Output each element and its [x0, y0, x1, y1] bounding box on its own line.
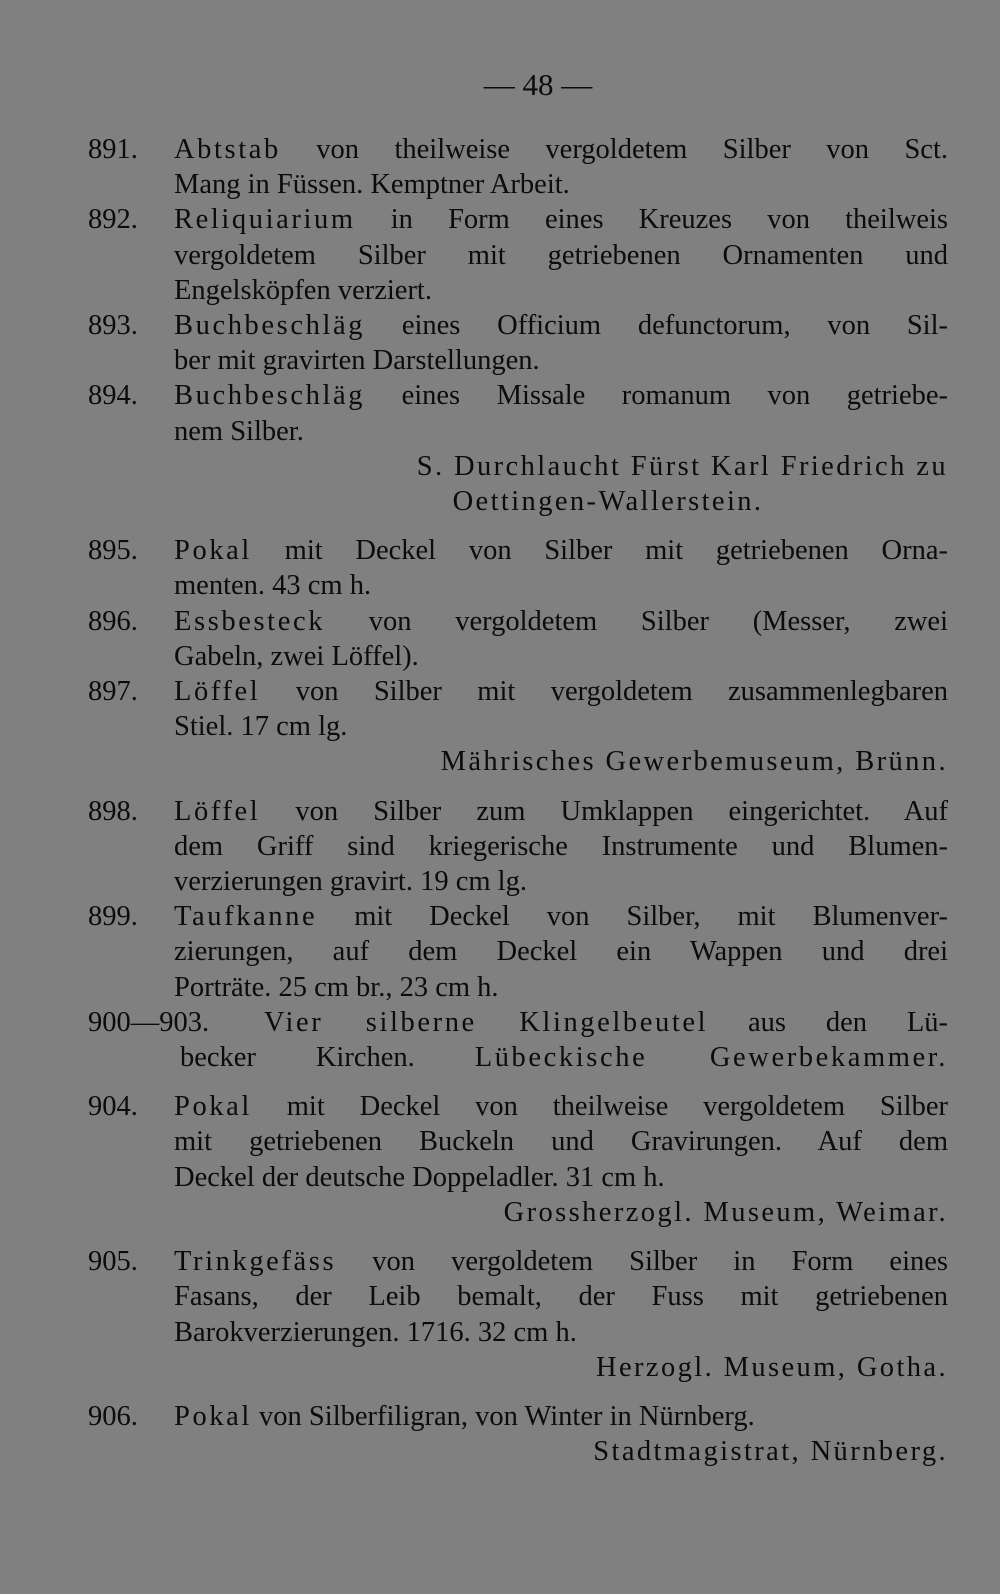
entry-title: Löffel: [174, 795, 261, 827]
entry-text: Gabeln, zwei Löffel).: [174, 640, 419, 672]
page-number: — 48 —: [483, 67, 593, 102]
entry-text: eines Missale romanum von getriebe-: [365, 380, 948, 412]
entry-text: von Silberfiligran, von Winter in Nürnberg.: [251, 1400, 755, 1432]
catalog-entry-892: [88, 202, 948, 308]
entry-number: 899.: [88, 901, 138, 933]
entry-title: Taufkanne: [174, 901, 318, 933]
owner-line: Grossherzogl. Museum, Weimar.: [503, 1196, 948, 1228]
entry-number: 891.: [88, 134, 138, 165]
entry-title: Löffel: [174, 676, 261, 708]
entry-title: Abtstab: [174, 134, 281, 165]
entry-number: 906.: [88, 1400, 138, 1432]
entry-text: von Silber zum Umklappen eingerichtet. Auf: [260, 795, 948, 827]
entry-title: Pokal: [174, 1400, 252, 1432]
entry-title: Pokal: [174, 535, 252, 567]
entry-text: mit Deckel von theilweise vergoldetem Silber: [251, 1091, 948, 1123]
entry-text: ber mit gravirten Darstellungen.: [174, 345, 540, 377]
owner-line: Mährisches Gewerbemuseum, Brünn.: [440, 746, 948, 778]
entry-title: Reliquiarium: [174, 204, 356, 236]
entry-text: Engelsköpfen verziert.: [174, 274, 432, 306]
entry-text: vergoldetem Silber mit getriebenen Ornamenten und: [174, 239, 948, 271]
entry-text: Deckel der deutsche Doppeladler. 31 cm h.: [174, 1161, 665, 1193]
catalog-entry-894: [88, 378, 948, 448]
entry-number: 896.: [88, 605, 138, 637]
owner-line: Herzogl. Museum, Gotha.: [595, 1351, 948, 1383]
owner-line: Oettingen-Wallerstein.: [452, 486, 764, 518]
catalog-entry-898: [88, 794, 948, 900]
entry-text: Barokverzierungen. 1716. 32 cm h.: [174, 1316, 577, 1348]
catalog-entry-904: [88, 1089, 948, 1195]
entry-text: mit Deckel von Silber mit getriebenen Orna-: [251, 535, 948, 567]
entry-title: Buchbeschläg: [174, 380, 366, 412]
entry-text: menten. 43 cm h.: [174, 570, 372, 602]
entry-title: Pokal: [174, 1091, 252, 1123]
catalog-entry-900-903: [88, 1005, 948, 1075]
entry-text: Mang in Füssen. Kemptner Arbeit.: [174, 169, 570, 201]
entry-text: von Silber mit vergoldetem zusammenlegbaren: [260, 676, 948, 708]
entry-number: 895.: [88, 535, 138, 567]
catalog-entry-899: [88, 899, 948, 1005]
catalog-entry-897: [88, 674, 948, 744]
entry-text: von vergoldetem Silber (Messer, zwei: [325, 605, 948, 637]
entry-text: becker Kirchen.: [180, 1042, 415, 1074]
catalog-entry-891: [88, 132, 948, 202]
entry-text: Porträte. 25 cm br., 23 cm h.: [174, 971, 499, 1003]
owner-line: Stadtmagistrat, Nürnberg.: [593, 1436, 948, 1468]
entry-number: 892.: [88, 204, 138, 236]
catalog-entry-893: [88, 308, 948, 378]
entry-text: von theilweise vergoldetem Silber von Sct.: [280, 134, 948, 165]
catalog-entry-895: [88, 533, 948, 603]
entry-text: nem Silber.: [174, 415, 304, 447]
entry-number: 893.: [88, 310, 138, 342]
entry-text: Fasans, der Leib bemalt, der Fuss mit getriebenen: [174, 1281, 948, 1313]
owner-line: S. Durchlaucht Fürst Karl Friedrich zu: [416, 450, 948, 482]
entry-text: mit getriebenen Buckeln und Gravirungen. Auf dem: [174, 1126, 948, 1158]
catalog-entry-905: [88, 1244, 948, 1350]
entry-text: eines Officium defunctorum, von Sil-: [365, 310, 948, 342]
entry-title: Buchbeschläg: [174, 310, 366, 342]
owner-line: Lübeckische Gewerbekammer.: [474, 1042, 949, 1074]
entry-text: verzierungen gravirt. 19 cm lg.: [174, 866, 527, 898]
catalog-entry-896: [88, 604, 948, 674]
entry-text: in Form eines Kreuzes von theilweis: [355, 204, 948, 236]
entry-number: 905.: [88, 1246, 138, 1278]
entry-title: Essbesteck: [174, 605, 326, 637]
entry-number: 894.: [88, 380, 138, 412]
entry-text: aus den Lü-: [708, 1006, 949, 1038]
entry-text: dem Griff sind kriegerische Instrumente und Blumen-: [174, 830, 948, 862]
catalog-entry-906: [88, 1399, 948, 1434]
entry-text: Stiel. 17 cm lg.: [174, 711, 348, 743]
entry-number: 898.: [88, 795, 138, 827]
entry-number: 900—903.: [88, 1006, 210, 1038]
entry-title: Vier silberne Klingelbeutel: [264, 1006, 709, 1038]
entry-text: zierungen, auf dem Deckel ein Wappen und drei: [174, 936, 948, 968]
catalog-page: [88, 60, 948, 1469]
entry-text: von vergoldetem Silber in Form eines: [336, 1246, 948, 1278]
entry-number: 897.: [88, 676, 138, 708]
entry-number: 904.: [88, 1091, 138, 1123]
entry-title: Trinkgefäss: [174, 1246, 337, 1278]
entry-text: mit Deckel von Silber, mit Blumenver-: [317, 901, 948, 933]
